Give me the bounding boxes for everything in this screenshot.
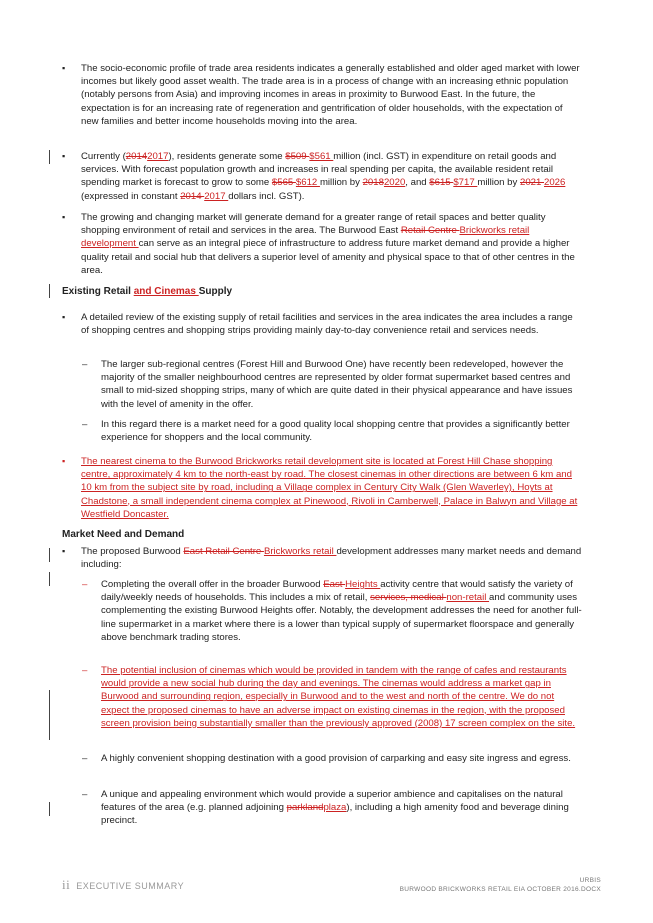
footer-section [62,877,184,893]
section-heading-market-need: Market Need and Demand [62,529,185,540]
bullet-text: The nearest cinema to the Burwood Brickworks retail development site is located at Forest Hill Chase shopping centre, approximately 4 km to the north-east by road. The closest cinemas in other directions are between 6 km and 10 km from the subject site by road, including a Village complex in Century City Walk (Glen Waverley), Hoyts at Chadstone, a small independent cinema complex at Pinewood, Rivoli in Camberwell, Palace in Balwyn and Village at Westfield Doncaster. [81,456,578,520]
bullet-marker: ▪ [62,456,66,466]
sub-bullet-text: The potential inclusion of cinemas which would be provided in tandem with the range of cafes and restaurants would provide a new social hub during the day and evenings. The cinemas would address a market gap in Burwood and surrounding region, especially in Burwood and to the west and north of the centre. We do not expect the proposed cinemas to have an adverse impact on existing cinemas in the region, with the proposed screen provision being substantially smaller than the previously approved (2008) 17 screen complex on the site. [101,665,576,729]
bullet-text: The socio-economic profile of trade area residents indicates a generally established and older aged market with lower incomes but likely good asset wealth. The trade area is in a process of change with an increasing ethnic population (notably persons from Asia) and improving incomes in areas in proximity to Burwood East. In the future, the expectation is for an increasing rate of regeneration and gentrification of older households, with the expectation of new families and better income households moving into the area. [81,63,580,127]
change-bar [49,150,50,164]
sub-bullet-text: Completing the overall offer in the broader Burwood East Heights activity centre that would satisfy the variety of daily/weekly needs of households. This includes a mix of retail, services, medical non-retail and community uses complementing the existing Burwood Heights offer. Notably, the development addresses the need for another full-line supermarket in a market where there is a lower than typical supply of supermarket floorspace and generally above benchmark trading stores. [101,579,582,643]
sub-bullet-text: In this regard there is a market need for a good quality local shopping centre that provides a significantly better experience for shoppers and the local community. [101,419,570,444]
change-bar [49,548,50,562]
bullet-text: The proposed Burwood East Retail Centre Brickworks retail development addresses many market needs and demand including: [81,546,582,571]
sub-bullet-text: The larger sub-regional centres (Forest Hill and Burwood One) have recently been redeveloped, however the majority of the smaller neighbourhood centres are represented by older format supermarket based centres and small to mid-sized shopping strips, many of which are quite dated in their physical appearance and have issues with the level of amenity in the offer. [101,359,573,410]
footer-section-title: EXECUTIVE SUMMARY [76,881,185,891]
dash-marker: – [82,419,88,430]
sub-bullet-convenient [82,752,582,765]
footer-brand: URBIS [579,877,601,884]
page-number: ii [62,877,71,892]
bullet-detailed-review [62,311,582,337]
footer-filename: BURWOOD BRICKWORKS RETAIL EIA OCTOBER 2016.DOCX [399,886,601,893]
bullet-socio-economic [62,62,582,128]
dash-marker: – [82,579,88,590]
change-bar [49,690,50,740]
sub-bullet-sub-regional [82,358,582,411]
bullet-expenditure [62,150,582,203]
bullet-nearest-cinema [62,455,582,521]
sub-bullet-text: A unique and appealing environment which would provide a superior ambience and capitalises on the natural features of the area (e.g. planned adjoining parklandplaza), including a high amenity food and beverage dining precinct. [101,789,569,827]
bullet-text: Currently (20142017), residents generate some $509 $561 million (incl. GST) in expenditure on retail goods and services. With forecast population growth and increases in real spending per capita, the available resident retail spending market is forecast to grow to some $565 $612 million by 20182020, and $615 $717 million by 2021 2026 (expressed in constant 2014 2017 dollars incl. GST). [81,151,566,202]
dash-marker: – [82,665,88,676]
sub-bullet-text: A highly convenient shopping destination with a good provision of carparking and easy site ingress and egress. [101,753,571,764]
bullet-marker: ▪ [62,546,66,556]
sub-bullet-market-need [82,418,582,444]
bullet-text: The growing and changing market will generate demand for a greater range of retail spaces and better quality shopping environment of retail and services in the area. The Burwood East Retail Centre Brickworks retail development can serve as an integral piece of infrastructure to address future market demand and provide a higher quality retail and social hub that delivers a superior level of amenity and physical space to that of other centres in the area. [81,212,575,276]
bullet-proposed-development [62,545,582,571]
bullet-marker: ▪ [62,63,66,73]
section-heading-existing-supply: Existing Retail and Cinemas Supply [62,286,233,297]
dash-marker: – [82,359,88,370]
bullet-marker: ▪ [62,312,66,322]
bullet-growing-market [62,211,582,277]
bullet-text: A detailed review of the existing supply of retail facilities and services in the area indicates the area includes a range of shopping centres and shopping strips providing mainly day-to-day convenience retail and services needs. [81,312,573,337]
footer-file [400,876,601,894]
sub-bullet-cinemas [82,664,582,730]
bullet-marker: ▪ [62,212,66,222]
dash-marker: – [82,789,88,800]
change-bar [49,284,50,298]
bullet-marker: ▪ [62,151,66,161]
sub-bullet-unique-environment [82,788,582,828]
change-bar [49,572,50,586]
dash-marker: – [82,753,88,764]
change-bar [49,802,50,816]
sub-bullet-completing-offer [82,578,582,644]
